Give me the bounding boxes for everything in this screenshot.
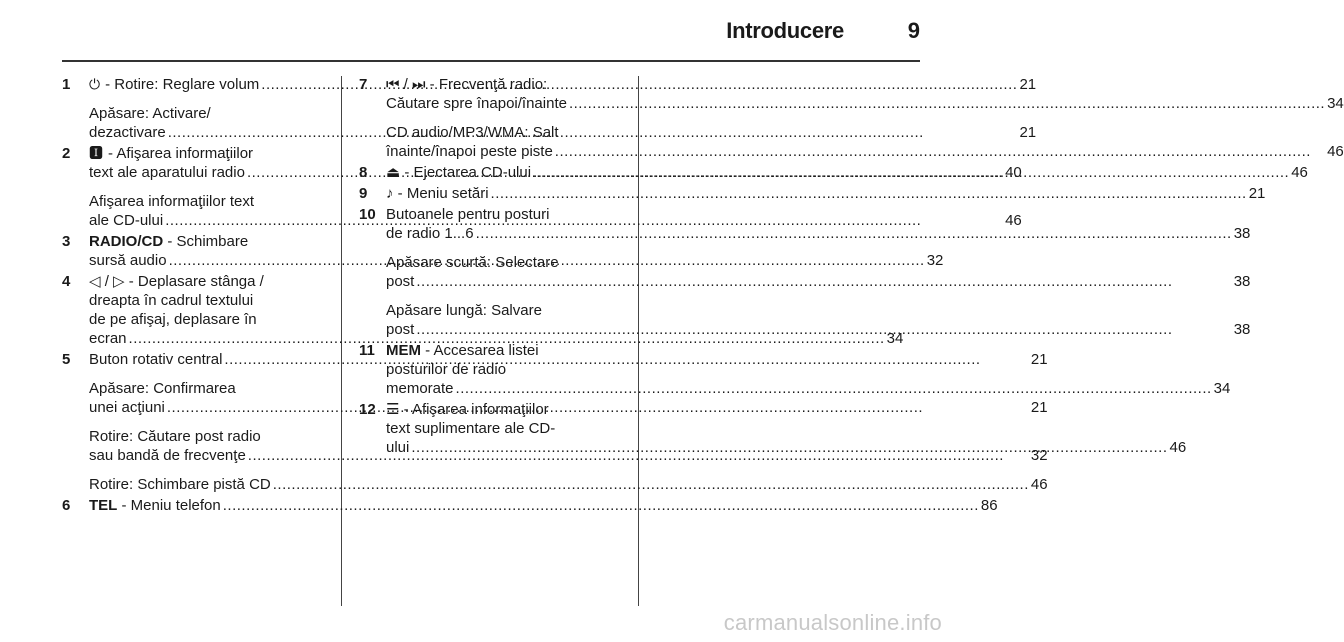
item-text: dreapta în cadrul textului (89, 292, 254, 309)
item-text: - Accesarea listei (421, 342, 539, 359)
item-number: 2 (62, 145, 71, 162)
item-text: text ale aparatului radio (89, 164, 245, 181)
item-text: - Deplasare stânga / (124, 273, 264, 290)
item-text: Apăsare: Activare/ (89, 105, 211, 122)
item-number: 1 (62, 76, 71, 93)
button-name: MEM (386, 342, 421, 359)
item-text: - Rotire: Reglare volum (105, 76, 260, 93)
page-ref: 46 (1005, 212, 1022, 229)
header-rule (62, 60, 920, 62)
item-number: 9 (359, 185, 368, 202)
item-text: sursă audio (89, 252, 167, 269)
page-ref: 34 (886, 330, 904, 347)
item-text: Apăsare lungă: Salvare (386, 302, 542, 319)
item-text: unei acţiuni (89, 399, 165, 416)
page-ref: 21 (1030, 399, 1048, 416)
item-text: memorate (386, 380, 454, 397)
item-text: sau bandă de frecvenţe (89, 447, 246, 464)
item-number: 7 (359, 76, 368, 93)
page-ref: 38 (1233, 321, 1251, 338)
item-text: Apăsare scurtă: Selectare (386, 254, 559, 271)
page-ref: 32 (926, 252, 944, 269)
page-ref: 21 (1019, 124, 1037, 141)
page-ref: 21 (1248, 185, 1266, 202)
item-text: ale CD-ului (89, 212, 164, 229)
page-ref: 21 (1030, 351, 1048, 368)
seek-icon: ⏮ / ⏭ (386, 76, 426, 93)
item-text: Căutare spre înapoi/înainte (386, 95, 567, 112)
item-number: 5 (62, 351, 71, 368)
text-info-icon: ☰ (386, 401, 400, 418)
list-item (62, 496, 998, 515)
page-ref: 46 (1030, 476, 1048, 493)
power-icon: ⏻ (89, 76, 101, 92)
item-number: 10 (359, 206, 376, 223)
item-text: Apăsare: Confirmarea (89, 380, 236, 397)
item-text: ului (386, 439, 410, 456)
page-ref: 46 (1291, 164, 1308, 181)
page-header-title: Introducere (726, 18, 844, 43)
item-text: Afişarea informaţiilor text (89, 193, 255, 210)
item-number: 11 (359, 342, 375, 359)
button-name: TEL (89, 497, 118, 514)
item-text: text suplimentare ale CD- (386, 420, 556, 437)
page-ref: 21 (1019, 76, 1037, 93)
watermark: carmanualsonline.info (723, 610, 942, 635)
item-text: post (386, 321, 415, 338)
item-text: - Afişarea informaţiilor (399, 401, 549, 418)
item-text: posturilor de radio (386, 361, 507, 378)
page-ref: 46 (1327, 143, 1344, 160)
item-text: CD audio/MP3/WMA: Salt (386, 124, 559, 141)
item-text: Butoanele pentru posturi (386, 206, 550, 223)
page-ref: 86 (980, 497, 998, 514)
info-display-icon: 🅸 (89, 145, 103, 161)
button-name: RADIO/CD (89, 233, 164, 250)
page-ref: 38 (1233, 273, 1251, 290)
left-right-arrows-icon: ◁ / ▷ (89, 273, 125, 290)
page-ref: 34 (1327, 95, 1344, 112)
item-number: 12 (359, 401, 376, 418)
item-text: Buton rotativ central (89, 351, 223, 368)
page-number: 9 (907, 18, 920, 43)
item-text: Rotire: Căutare post radio (89, 428, 261, 445)
item-text: Rotire: Schimbare pistă CD (89, 476, 271, 493)
page-ref: 46 (1169, 439, 1187, 456)
page-ref: 32 (1030, 447, 1048, 464)
page-ref: 34 (1213, 380, 1231, 397)
item-text: post (386, 273, 415, 290)
item-text: dezactivare (89, 124, 166, 141)
item-text: - Afişarea informaţiilor (108, 145, 254, 162)
settings-icon: ♪ (386, 185, 394, 202)
page-ref: 40 (1005, 164, 1022, 181)
item-number: 3 (62, 233, 71, 250)
page-ref: 38 (1233, 225, 1251, 242)
eject-icon: ⏏ (386, 164, 401, 181)
item-text: de pe afişaj, deplasare în (89, 311, 257, 328)
item-text: - Frecvenţă radio: (425, 76, 548, 93)
item-text: - Meniu telefon (117, 497, 221, 514)
item-text: - Meniu setări (393, 185, 489, 202)
item-text: - Schimbare (163, 233, 249, 250)
item-text: de radio 1...6 (386, 225, 474, 242)
item-number: 4 (62, 273, 71, 290)
list-item (359, 184, 1266, 203)
item-number: 8 (359, 164, 368, 181)
item-text: - Ejectarea CD-ului (400, 164, 532, 181)
item-text: înainte/înapoi peste piste (386, 143, 553, 160)
item-text: ecran (89, 330, 127, 347)
item-number: 6 (62, 497, 71, 514)
